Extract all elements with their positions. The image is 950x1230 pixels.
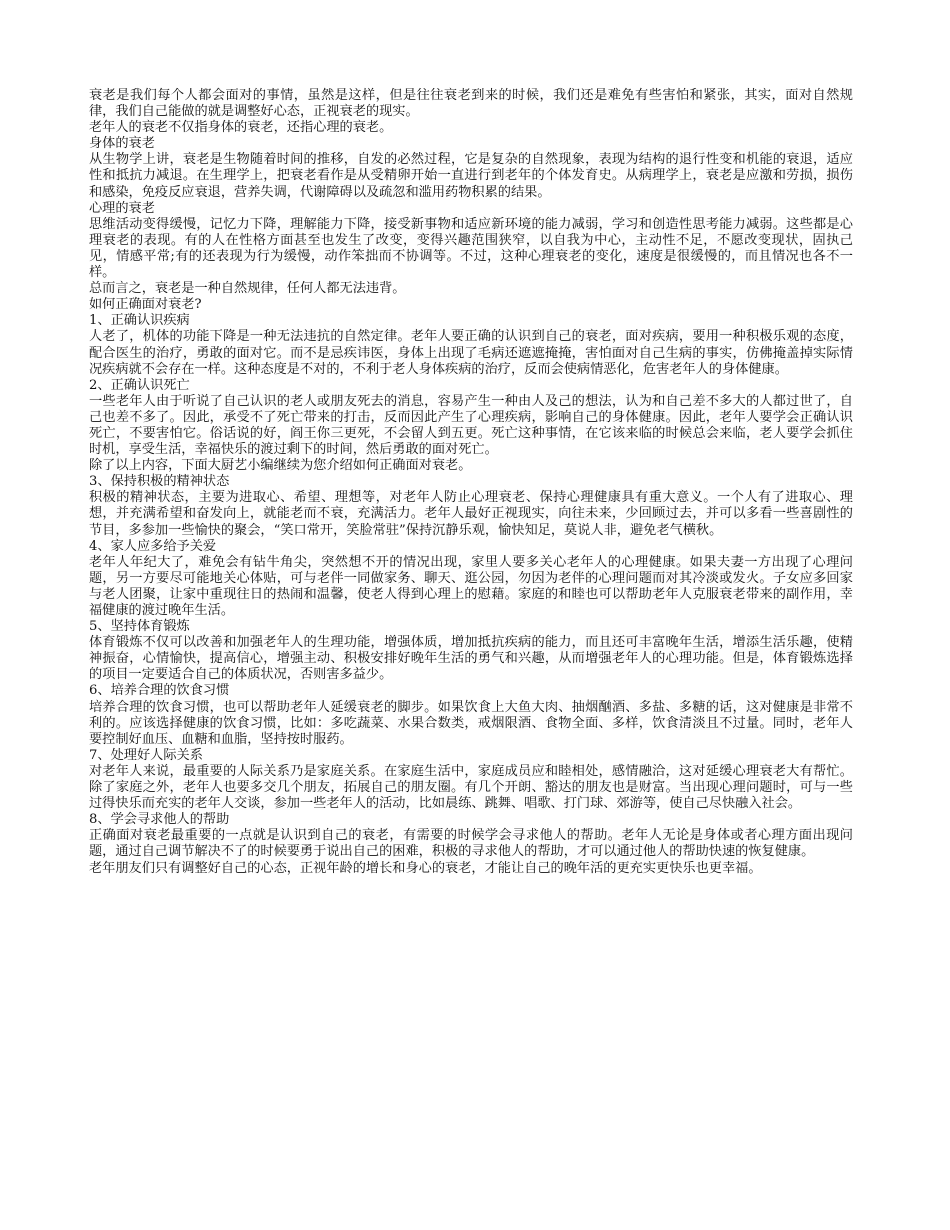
section-3-heading: 3、保持积极的精神状态 (89, 474, 230, 490)
transition-paragraph: 除了以上内容，下面大厨艺小编继续为您介绍如何正确面对衰老。 (89, 458, 472, 474)
section-6-heading: 6、培养合理的饮食习惯 (89, 683, 230, 699)
intro-paragraph-2: 老年人的衰老不仅指身体的衰老，还指心理的衰老。 (89, 120, 393, 136)
intro-paragraph: 衰老是我们每个人都会面对的事情，虽然是这样，但是往往衰老到来的时候，我们还是难免有些害怕和紧张，其实，面对自然规律，我们自己能做的就是调整好心态，正视衰老的现实。 (89, 88, 853, 120)
section-5-paragraph: 体育锻炼不仅可以改善和加强老年人的生理功能，增强体质，增加抵抗疾病的能力，而且还可丰富晚年生活，增添生活乐趣，使精神振奋，心情愉快，提高信心，增强主动、积极安排好晚年生活的勇气和兴趣，从而增强老年人的心理功能。但是，体育锻炼选择的项目一定要适合自己的体质状况，否则害多益少。 (89, 635, 853, 683)
section-1-paragraph: 人老了，机体的功能下降是一种无法违抗的自然定律。老年人要正确的认识到自己的衰老，面对疾病，要用一种积极乐观的态度，配合医生的治疗，勇敢的面对它。而不是忌疾讳医，身体上出现了毛病还遮遮掩掩，害怕面对自己生病的事实，仿佛掩盖掉实际情况疾病就不会存在一样。这种态度是不对的，不利于老人身体疾病的治疗，反而会使病情恶化，危害老年人的身体健康。 (89, 329, 853, 377)
section-7-heading: 7、处理好人际关系 (89, 747, 203, 763)
section-6-paragraph: 培养合理的饮食习惯，也可以帮助老年人延缓衰老的脚步。如果饮食上大鱼大肉、抽烟酗酒、多盐、多糖的话，这对健康是非常不利的。应该选择健康的饮食习惯，比如：多吃蔬菜、水果合数类，戒烟限酒、食物全面、多样，饮食清淡且不过量。同时，老年人要控制好血压、血糖和血脂，坚持按时服药。 (89, 699, 853, 747)
mind-aging-heading: 心理的衰老 (89, 200, 155, 216)
section-8-heading: 8、学会寻求他人的帮助 (89, 812, 230, 828)
article-body (89, 88, 853, 877)
section-7-paragraph: 对老年人来说，最重要的人际关系乃是家庭关系。在家庭生活中，家庭成员应和睦相处，感情融洽，这对延缓心理衰老大有帮忙。除了家庭之外，老年人也要多交几个朋友，拓展自己的朋友圈。有几个开朗、豁达的朋友也是财富。当出现心理问题时，可与一些过得快乐而充实的老年人交谈，参加一些老年人的活动，比如晨练、跳舞、唱歌、打门球、郊游等，使自己尽快融入社会。 (89, 763, 853, 812)
conclusion-paragraph: 老年朋友们只有调整好自己的心态，正视年龄的增长和身心的衰老，才能让自己的晚年活的更充实更快乐也更幸福。 (89, 860, 762, 876)
section-4-heading: 4、家人应多给予关爱 (89, 538, 217, 554)
section-3-paragraph: 积极的精神状态，主要为进取心、希望、理想等，对老年人防止心理衰老、保持心理健康具有重大意义。一个人有了进取心、理想，并充满希望和奋发向上，就能老而不衰，充满活力。老年人最好正视现实，向往未来，少回顾过去，并可以多看一些喜剧性的节目，多参加一些愉快的聚会，“笑口常开，笑脸常驻”保持沉静乐观，愉快知足，莫说人非，避免老气横秋。 (89, 490, 853, 538)
mind-aging-paragraph: 思维活动变得缓慢，记忆力下降，理解能力下降，接受新事物和适应新环境的能力减弱，学习和创造性思考能力减弱。这些都是心理衰老的表现。有的人在性格方面甚至也发生了改变，变得兴趣范围狭窄，以自我为中心，主动性不足，不愿改变现状，固执己见，情感平常;有的还表现为行为缓慢，动作笨拙而不协调等。不过，这种心理衰老的变化，速度是很缓慢的，而且情况也各不一样。 (89, 216, 853, 281)
section-4-paragraph: 老年人年纪大了，难免会有钻牛角尖，突然想不开的情况出现，家里人要多关心老年人的心理健康。如果夫妻一方出现了心理问题，另一方要尽可能地关心体贴，可与老伴一同做家务、聊天、逛公园，勿因为老伴的心理问题而对其冷淡或发火。子女应多回家与老人团聚，让家中重现往日的热闹和温馨，使老人得到心理上的慰藉。家庭的和睦也可以帮助老年人克服衰老带来的副作用，幸福健康的渡过晚年生活。 (89, 554, 853, 618)
summary-paragraph: 总而言之，衰老是一种自然规律，任何人都无法违背。 (89, 281, 406, 297)
body-aging-heading: 身体的衰老 (89, 136, 155, 152)
section-2-heading: 2、正确认识死亡 (89, 377, 190, 393)
section-2-paragraph: 一些老年人由于听说了自己认识的老人或朋友死去的消息，容易产生一种由人及己的想法，认为和自己差不多大的人都过世了，自己也差不多了。因此，承受不了死亡带来的打击，反而因此产生了心理疾病，影响自己的身体健康。因此，老年人要学会正确认识死亡，不要害怕它。俗话说的好，阎王你三更死，不会留人到五更。死亡这种事情，在它该来临的时候总会来临，老人要学会抓住时机，享受生活，幸福快乐的渡过剩下的时间，然后勇敢的面对死亡。 (89, 393, 853, 458)
section-1-heading: 1、正确认识疾病 (89, 313, 190, 329)
question-heading: 如何正确面对衰老? (89, 297, 202, 313)
section-8-paragraph: 正确面对衰老最重要的一点就是认识到自己的衰老，有需要的时候学会寻求他人的帮助。老年人无论是身体或者心理方面出现问题，通过自己调节解决不了的时候要勇于说出自己的困难，积极的寻求他人的帮助，才可以通过他人的帮助快速的恢复健康。 (89, 828, 853, 860)
body-aging-paragraph: 从生物学上讲，衰老是生物随着时间的推移，自发的必然过程，它是复杂的自然现象，表现为结构的退行性变和机能的衰退，适应性和抵抗力减退。在生理学上，把衰老看作是从受精卵开始一直进行到老年的个体发育史。从病理学上，衰老是应激和劳损，损伤和感染，免疫反应衰退，营养失调，代谢障碍以及疏忽和滥用药物积累的结果。 (89, 152, 853, 200)
section-5-heading: 5、坚持体育锻炼 (89, 619, 190, 635)
